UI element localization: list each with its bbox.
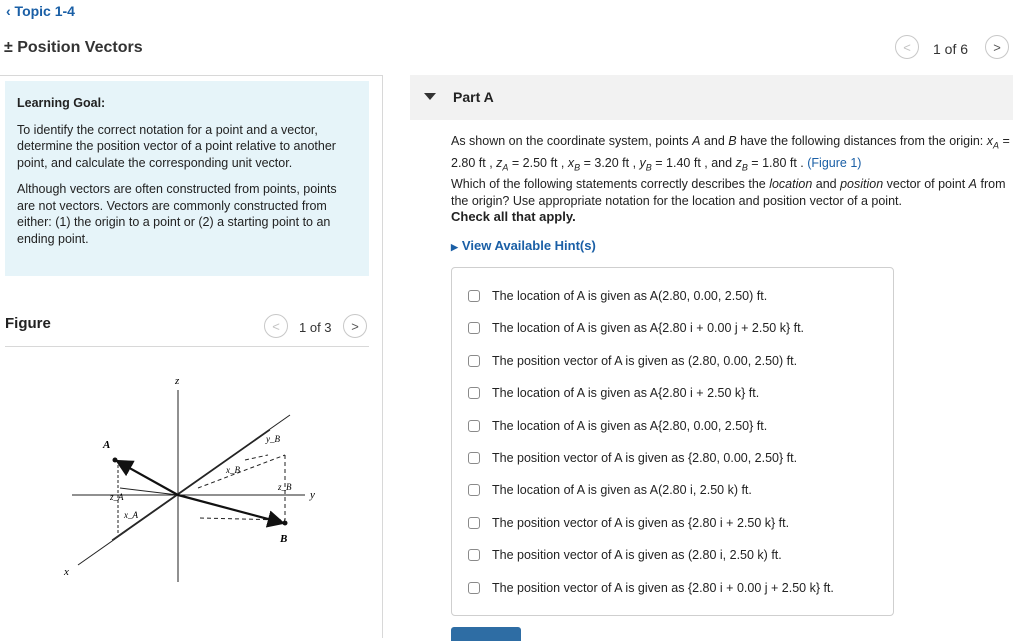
figure-divider: [5, 346, 369, 347]
point-b-label: B: [280, 533, 288, 545]
checkbox[interactable]: [468, 517, 480, 529]
choice-item[interactable]: [468, 419, 767, 433]
checkbox[interactable]: [468, 387, 480, 399]
checkbox[interactable]: [468, 290, 480, 302]
figure-pager: 1 of 3: [299, 320, 332, 335]
choice-label: The position vector of A is given as (2.80 i, 2.50 k) ft.: [492, 548, 782, 562]
view-hints-link[interactable]: ▶ View Available Hint(s): [451, 238, 596, 253]
page-title: ± Position Vectors: [4, 39, 143, 56]
learning-goal-paragraph-1: To identify the correct notation for a point and a vector, determine the position vector of a point relative to another point, and calculate the corresponding unit vector.: [17, 122, 336, 170]
point-a-label: A: [103, 439, 111, 451]
y-axis-label: y: [310, 489, 315, 501]
question-text: As shown on the coordinate system, points A and B have the following distances from the origin: $x_A = 2.80$ ft , $z_A = 2.50$ ft , $x_B = 3.20$ ft , $y_B = 1.40$ ft , and $z_B = 1.80$ ft . (Figure 1) Which of the following statements correctly describes the location and position vector of point A from the origin? Use appropriate notation for the location and position vector of a point.: [451, 134, 1010, 208]
prev-item-button[interactable]: [895, 35, 919, 59]
choice-label: The position vector of A is given as (2.80, 0.00, 2.50) ft.: [492, 354, 798, 368]
choice-label: The location of A is given as A(2.80 i, 2.50 k) ft.: [492, 483, 752, 497]
left-divider: [0, 75, 382, 76]
choice-label: The location of A is given as A{2.80, 0.00, 2.50} ft.: [492, 419, 768, 433]
chevron-right-icon: >: [993, 39, 1001, 55]
checkbox[interactable]: [468, 549, 480, 561]
item-pager: 1 of 6: [933, 41, 969, 57]
choice-item[interactable]: [468, 321, 804, 335]
choice-label: The position vector of A is given as {2.80 i + 2.50 k} ft.: [492, 516, 790, 530]
figure-label: Figure: [5, 315, 51, 332]
point-a-dot: [113, 458, 118, 463]
zb-label: z_B: [278, 482, 292, 492]
choice-item[interactable]: [468, 289, 767, 303]
chevron-left-icon: <: [903, 39, 911, 55]
choice-label: The position vector of A is given as {2.80 i + 0.00 j + 2.50 k} ft.: [492, 581, 834, 595]
x-axis-label: x: [64, 566, 69, 578]
part-a-header[interactable]: [410, 75, 1013, 120]
choice-item[interactable]: [468, 548, 782, 562]
choice-label: The location of A is given as A{2.80 i + 2.50 k} ft.: [492, 386, 760, 400]
checkbox[interactable]: [468, 582, 480, 594]
xb-label: x_B: [226, 465, 240, 475]
column-divider: [382, 75, 383, 638]
choices-box: [451, 267, 894, 616]
choice-item[interactable]: [468, 386, 759, 400]
choice-item[interactable]: [468, 451, 797, 465]
figure-next-button[interactable]: [343, 314, 367, 338]
figure-link[interactable]: (Figure 1): [807, 155, 862, 170]
check-all-instruction: Check all that apply.: [451, 209, 576, 224]
choice-label: The position vector of A is given as {2.80, 0.00, 2.50} ft.: [492, 451, 798, 465]
checkbox[interactable]: [468, 420, 480, 432]
figure-prev-button[interactable]: [264, 314, 288, 338]
choice-label: The location of A is given as A(2.80, 0.00, 2.50) ft.: [492, 289, 768, 303]
vector-to-a: [117, 461, 178, 495]
caret-right-icon: ▶: [451, 242, 458, 252]
submit-button[interactable]: [451, 627, 521, 641]
checkbox[interactable]: [468, 322, 480, 334]
next-item-button[interactable]: [985, 35, 1009, 59]
z-axis-label: z: [175, 375, 180, 387]
topic-back-link[interactable]: ‹ Topic 1-4: [6, 3, 75, 19]
choice-label: The location of A is given as A{2.80 i + 0.00 j + 2.50 k} ft.: [492, 321, 805, 335]
part-a-label[interactable]: Part A: [453, 89, 494, 105]
learning-goal-box: [5, 81, 369, 276]
choice-item[interactable]: [468, 581, 834, 595]
checkbox[interactable]: [468, 452, 480, 464]
learning-goal-paragraph-2: Although vectors are often constructed from points, points are not vectors. Vectors are commonly constructed from either: (1) the origin to a point or (2) a starting point to an ending point.: [17, 182, 337, 246]
choice-item[interactable]: [468, 354, 797, 368]
checkbox[interactable]: [468, 355, 480, 367]
choice-item[interactable]: [468, 483, 752, 497]
xa-label: x_A: [124, 510, 138, 520]
chevron-left-icon: <: [272, 318, 280, 334]
coordinate-figure: [0, 360, 380, 590]
choice-item[interactable]: [468, 516, 789, 530]
point-b-dot: [283, 521, 288, 526]
checkbox[interactable]: [468, 484, 480, 496]
za-label: z_A: [110, 492, 124, 502]
chevron-right-icon: >: [351, 318, 359, 334]
learning-goal-heading: Learning Goal:: [17, 96, 106, 110]
yb-label: y_B: [266, 434, 280, 444]
collapse-triangle-icon[interactable]: [424, 93, 436, 100]
